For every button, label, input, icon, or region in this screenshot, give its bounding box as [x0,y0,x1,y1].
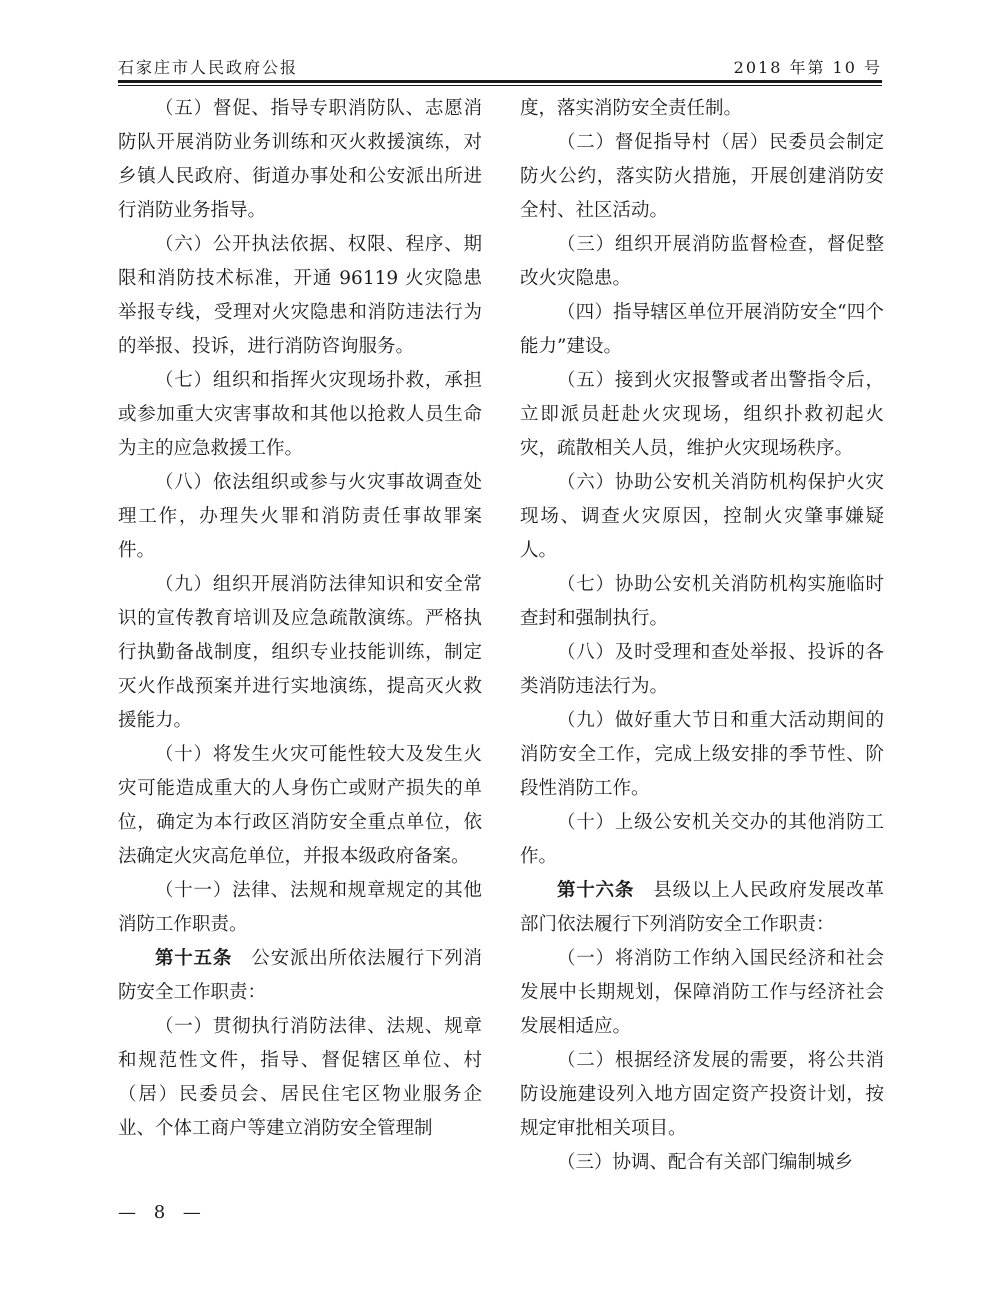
paragraph: （十一）法律、法规和规章规定的其他消防工作职责。 [118,880,482,935]
paragraph: （七）组织和指挥火灾现场扑救，承担或参加重大灾害事故和其他以抢救人员生命为主的应急救援工作。 [118,370,482,459]
publication-title: 石家庄市人民政府公报 [118,58,299,77]
paragraph: （九）做好重大节日和重大活动期间的消防安全工作，完成上级安排的季节性、阶段性消防工作。 [520,710,884,799]
right-column [520,92,884,1180]
paragraph: （二）根据经济发展的需要，将公共消防设施建设列入地方固定资产投资计划，按规定审批相关项目。 [520,1050,884,1139]
paragraph: （十）上级公安机关交办的其他消防工作。 [520,812,884,867]
issue-number: 2018 年第 10 号 [733,58,882,77]
paragraph: （六）协助公安机关消防机构保护火灾现场、调查火灾原因，控制火灾肇事嫌疑人。 [520,472,884,561]
paragraph: （六）公开执法依据、权限、程序、期限和消防技术标准，开通 96119 火灾隐患举报专线，受理对火灾隐患和消防违法行为的举报、投诉，进行消防咨询服务。 [118,234,482,357]
paragraph: （八）及时受理和查处举报、投诉的各类消防违法行为。 [520,642,884,697]
article-heading: 第十六条 [557,880,635,901]
page-header [118,46,882,78]
page-number: — 8 — [118,1202,207,1223]
header-rule-thin [118,85,882,86]
paragraph-continuation: 度，落实消防安全责任制。 [520,98,743,119]
paragraph: （三）组织开展消防监督检查，督促整改火灾隐患。 [520,234,884,289]
paragraph: （四）指导辖区单位开展消防安全“四个能力”建设。 [520,302,884,357]
paragraph: （五）接到火灾报警或者出警指令后，立即派员赶赴火灾现场，组织扑救初起火灾，疏散相关人员，维护火灾现场秩序。 [520,370,884,459]
article-paragraph [118,942,482,1010]
left-column [118,92,482,1146]
article-text: 县级以上人民政府发展改革部门依法履行下列消防安全工作职责： [520,880,884,935]
paragraph: （五）督促、指导专职消防队、志愿消防队开展消防业务训练和灭火救援演练，对乡镇人民政府、街道办事处和公安派出所进行消防业务指导。 [118,98,482,221]
article-paragraph [520,874,884,942]
paragraph: （九）组织开展消防法律知识和安全常识的宣传教育培训及应急疏散演练。严格执行执勤备战制度，组织专业技能训练，制定灭火作战预案并进行实地演练，提高灭火救援能力。 [118,574,482,731]
header-rule-thick [118,80,882,83]
paragraph: （七）协助公安机关消防机构实施临时查封和强制执行。 [520,574,884,629]
article-text: 公安派出所依法履行下列消防安全工作职责： [118,948,482,1003]
paragraph: （一）将消防工作纳入国民经济和社会发展中长期规划，保障消防工作与经济社会发展相适应。 [520,948,884,1037]
paragraph: （二）督促指导村（居）民委员会制定防火公约，落实防火措施，开展创建消防安全村、社区活动。 [520,132,884,221]
article-heading: 第十五条 [155,948,233,969]
paragraph: （一）贯彻执行消防法律、法规、规章和规范性文件，指导、督促辖区单位、村（居）民委员会、居民住宅区物业服务企业、个体工商户等建立消防安全管理制 [118,1016,482,1139]
paragraph: （八）依法组织或参与火灾事故调查处理工作，办理失火罪和消防责任事故罪案件。 [118,472,482,561]
paragraph: （十）将发生火灾可能性较大及发生火灾可能造成重大的人身伤亡或财产损失的单位，确定为本行政区消防安全重点单位，依法确定火灾高危单位，并报本级政府备案。 [118,744,482,867]
paragraph: （三）协调、配合有关部门编制城乡 [557,1152,854,1173]
